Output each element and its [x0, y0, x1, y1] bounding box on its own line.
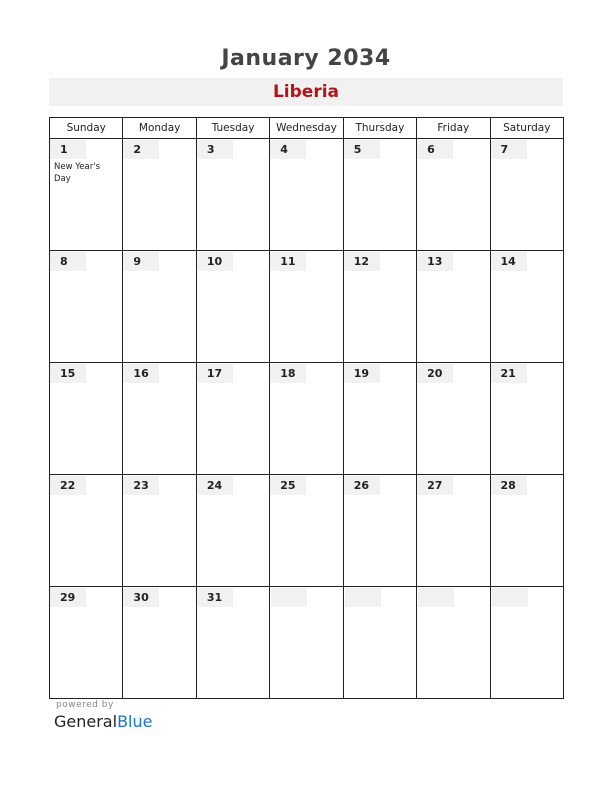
- weekday-saturday: Saturday: [490, 118, 563, 139]
- day-number: 24: [197, 476, 233, 495]
- day-number: 2: [123, 140, 159, 159]
- day-number: 5: [344, 140, 380, 159]
- day-cell: [490, 251, 563, 363]
- day-number-blank: [492, 588, 528, 607]
- day-number: 8: [50, 252, 86, 271]
- day-number: 6: [417, 140, 453, 159]
- country-name: Liberia: [272, 82, 340, 102]
- day-number: 10: [197, 252, 233, 271]
- day-number: 4: [270, 140, 306, 159]
- day-number: 1: [50, 140, 86, 159]
- day-cell: [123, 587, 196, 699]
- day-cell: [196, 363, 269, 475]
- weekday-sunday: Sunday: [50, 118, 123, 139]
- day-cell: [490, 139, 563, 251]
- day-number: 22: [50, 476, 86, 495]
- day-cell-empty: [270, 587, 343, 699]
- calendar-grid: [49, 117, 564, 699]
- week-row-4: [50, 475, 564, 587]
- weekday-tuesday: Tuesday: [196, 118, 269, 139]
- day-cell: [343, 475, 416, 587]
- day-number: 3: [197, 140, 233, 159]
- day-cell: [123, 139, 196, 251]
- day-cell: [343, 139, 416, 251]
- day-cell: [490, 363, 563, 475]
- weekday-thursday: Thursday: [343, 118, 416, 139]
- day-cell: [270, 475, 343, 587]
- day-cell: [343, 363, 416, 475]
- day-cell: [123, 251, 196, 363]
- day-cell-empty: [490, 587, 563, 699]
- day-number: 19: [344, 364, 380, 383]
- brand-logo[interactable]: [54, 712, 152, 731]
- day-number-blank: [271, 588, 307, 607]
- day-cell: [270, 251, 343, 363]
- week-row-2: [50, 251, 564, 363]
- day-number: 9: [123, 252, 159, 271]
- day-number: 14: [491, 252, 527, 271]
- holiday-label: New Year's Day: [54, 162, 101, 184]
- weekday-header-row: [50, 118, 564, 139]
- day-cell: [417, 475, 490, 587]
- day-cell: [50, 587, 123, 699]
- day-number: 17: [197, 364, 233, 383]
- brand-general: General: [54, 712, 118, 731]
- weekday-wednesday: Wednesday: [270, 118, 343, 139]
- powered-by-label: powered by: [56, 700, 114, 710]
- day-number: 29: [50, 588, 86, 607]
- country-banner: [49, 78, 563, 106]
- day-cell: [196, 139, 269, 251]
- week-row-1: [50, 139, 564, 251]
- day-number: 11: [270, 252, 306, 271]
- day-cell: [490, 475, 563, 587]
- day-cell-empty: [417, 587, 490, 699]
- day-number: 21: [491, 364, 527, 383]
- day-number: 25: [270, 476, 306, 495]
- day-cell: [417, 139, 490, 251]
- day-cell: [50, 139, 123, 251]
- day-number: 26: [344, 476, 380, 495]
- day-cell-empty: [343, 587, 416, 699]
- week-row-5: [50, 587, 564, 699]
- day-number: 12: [344, 252, 380, 271]
- day-number: 20: [417, 364, 453, 383]
- day-cell: [417, 363, 490, 475]
- day-cell: [50, 475, 123, 587]
- day-cell: [123, 363, 196, 475]
- day-cell: [417, 251, 490, 363]
- day-number-blank: [345, 588, 381, 607]
- day-cell: [196, 475, 269, 587]
- day-number: 18: [270, 364, 306, 383]
- brand-blue: Blue: [117, 712, 153, 731]
- day-cell: [50, 251, 123, 363]
- day-number: 30: [123, 588, 159, 607]
- day-cell: [50, 363, 123, 475]
- week-row-3: [50, 363, 564, 475]
- day-cell: [196, 251, 269, 363]
- day-cell: [270, 363, 343, 475]
- day-number: 15: [50, 364, 86, 383]
- day-cell: [123, 475, 196, 587]
- day-cell: [270, 139, 343, 251]
- day-number-blank: [418, 588, 454, 607]
- day-cell: [196, 587, 269, 699]
- page-title: January 2034: [221, 46, 391, 71]
- day-number: 27: [417, 476, 453, 495]
- day-number: 28: [491, 476, 527, 495]
- day-number: 31: [197, 588, 233, 607]
- day-number: 7: [491, 140, 527, 159]
- weekday-monday: Monday: [123, 118, 196, 139]
- day-number: 16: [123, 364, 159, 383]
- day-number: 23: [123, 476, 159, 495]
- weekday-friday: Friday: [417, 118, 490, 139]
- day-number: 13: [417, 252, 453, 271]
- day-cell: [343, 251, 416, 363]
